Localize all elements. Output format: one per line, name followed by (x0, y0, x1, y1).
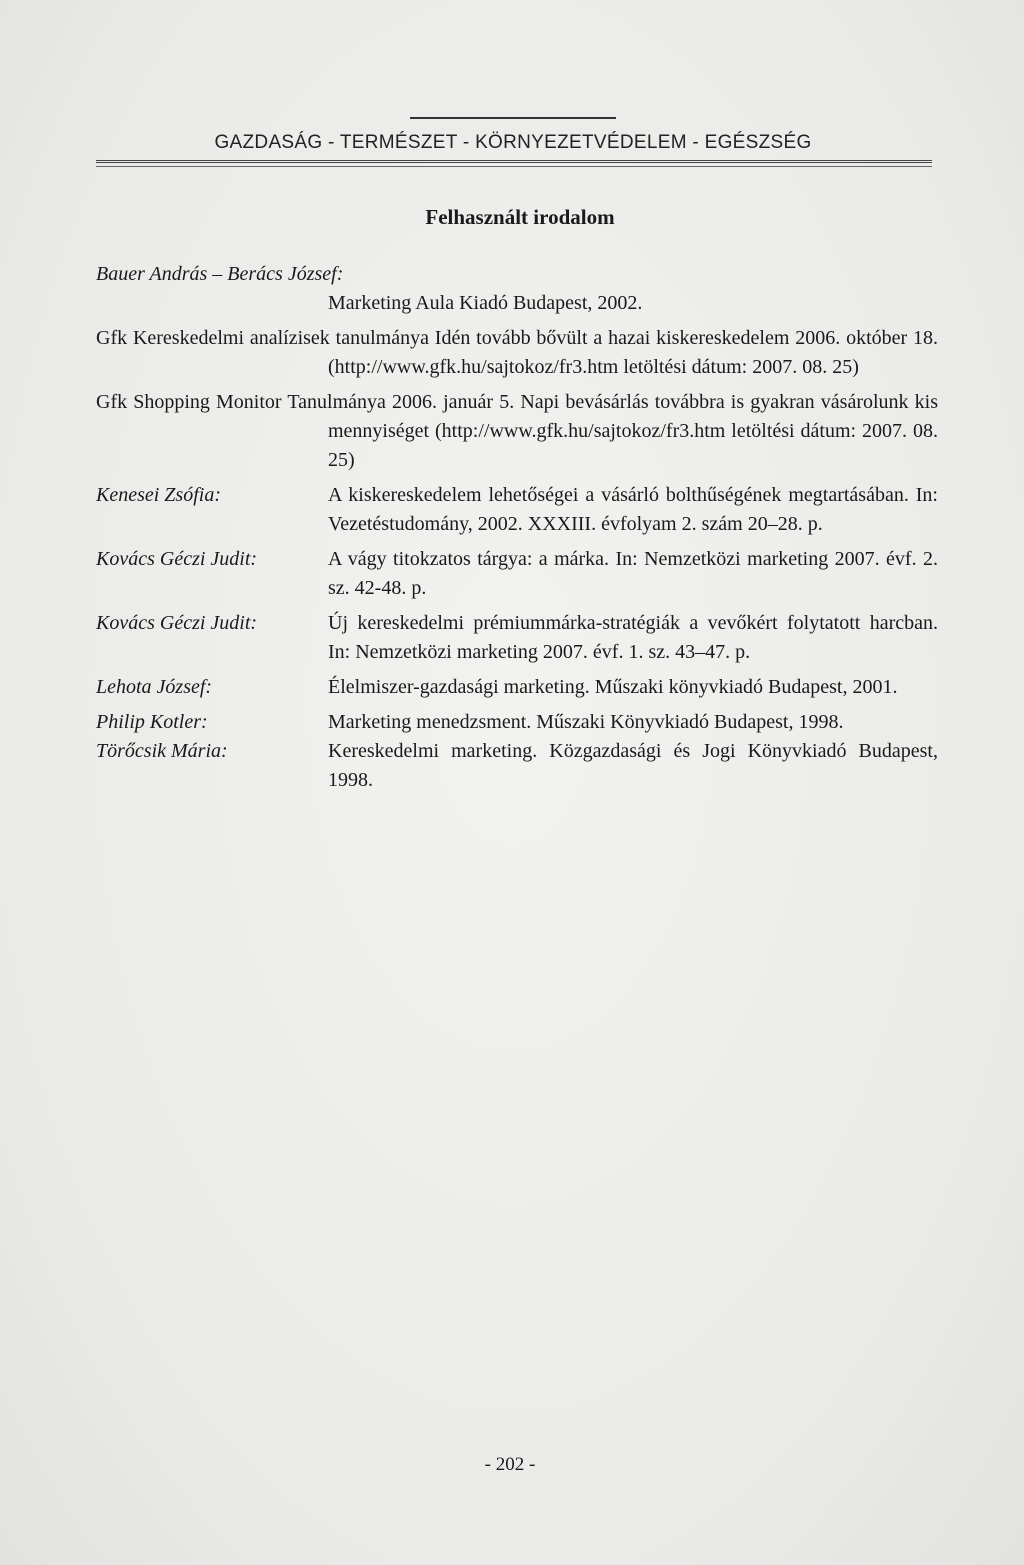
section-title: Felhasznált irodalom (425, 205, 615, 229)
reference-item (96, 673, 938, 702)
reference-author: Kenesei Zsófia: (96, 484, 221, 506)
reference-item (96, 545, 938, 603)
reference-item (96, 481, 938, 539)
page-number: - 202 - (484, 1454, 536, 1475)
top-rule (410, 117, 616, 119)
reference-text: Új kereskedelmi prémiummárka-stratégiák a vevőkért folytatott harcban. In: Nemzetközi marketing 2007. évf. 1. sz. 43–47. p. (328, 612, 938, 663)
running-head: GAZDASÁG - TERMÉSZET - KÖRNYEZETVÉDELEM - EGÉSZSÉG (214, 132, 812, 153)
reference-item (96, 324, 938, 382)
reference-text: A vágy titokzatos tárgya: a márka. In: Nemzetközi marketing 2007. évf. 2. sz. 42-48. p. (328, 548, 938, 599)
reference-item (96, 737, 938, 795)
reference-text: Kereskedelmi marketing. Közgazdasági és Jogi Könyvkiadó Budapest, 1998. (328, 740, 938, 791)
reference-author: Philip Kotler: (96, 711, 208, 733)
header-divider (96, 160, 932, 163)
reference-author: Törőcsik Mária: (96, 740, 228, 762)
reference-text: Gfk Shopping Monitor Tanulmánya 2006. január 5. Napi bevásárlás továbbra is gyakran vásárolunk kis mennyiséget (http://www.gfk.hu/sajtokoz/fr3.htm letöltési dátum: 2007. 08. 25) (96, 391, 938, 471)
reference-author: Kovács Géczi Judit: (96, 612, 258, 634)
reference-text: A kiskereskedelem lehetőségei a vásárló bolthűségének megtartásában. In: Vezetéstudomány, 2002. XXXIII. évfolyam 2. szám 20–28. p. (328, 484, 938, 535)
reference-text: Marketing Aula Kiadó Budapest, 2002. (328, 292, 643, 314)
reference-text: Élelmiszer-gazdasági marketing. Műszaki könyvkiadó Budapest, 2001. (328, 676, 898, 698)
reference-author: Bauer András – Berács József: (96, 263, 344, 285)
reference-item (96, 260, 938, 318)
reference-item (96, 609, 938, 667)
reference-author: Kovács Géczi Judit: (96, 548, 258, 570)
reference-text: Gfk Kereskedelmi analízisek tanulmánya Idén tovább bővült a hazai kiskereskedelem 2006. október 18. (http://www.gfk.hu/sajtokoz/fr3.htm letöltési dátum: 2007. 08. 25) (96, 327, 938, 378)
reference-list (96, 260, 938, 801)
reference-text: Marketing menedzsment. Műszaki Könyvkiadó Budapest, 1998. (328, 711, 844, 733)
reference-item (96, 388, 938, 475)
header-divider-thin (96, 166, 932, 167)
reference-author: Lehota József: (96, 676, 213, 698)
reference-item (96, 708, 938, 737)
